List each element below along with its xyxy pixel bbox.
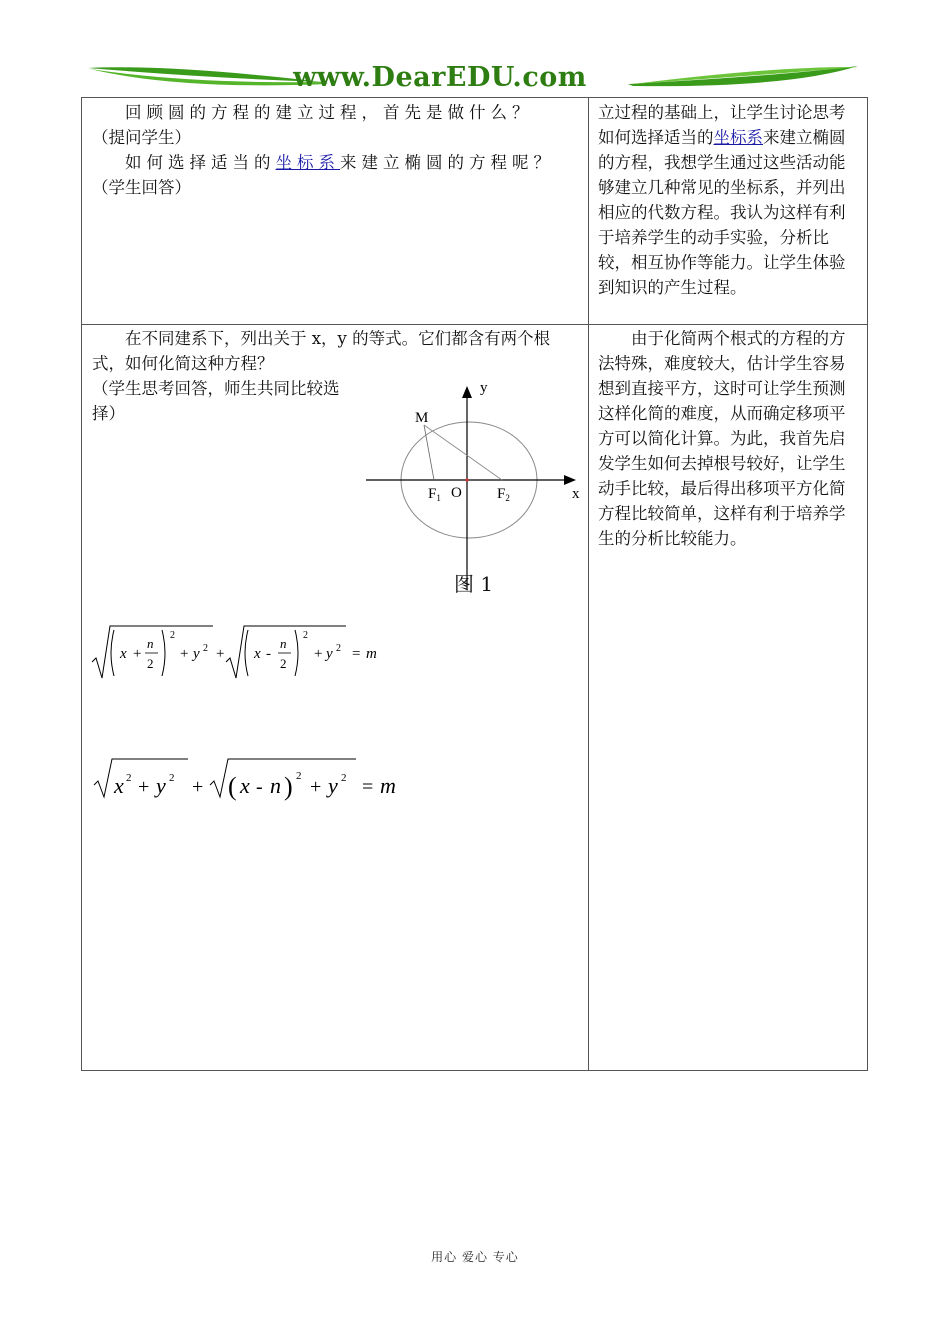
coordinate-system-link-2[interactable]: 坐标系 — [713, 128, 763, 147]
svg-text:2: 2 — [203, 643, 208, 654]
svg-text:m: m — [380, 773, 396, 798]
svg-text:-: - — [256, 776, 263, 798]
svg-text:2: 2 — [341, 772, 347, 784]
svg-text:y: y — [326, 646, 333, 662]
svg-text:n: n — [270, 773, 281, 798]
coordinate-question: 如何选择适当的坐标系来建立椭圆的方程呢？ — [125, 153, 555, 172]
row1-left-cell — [92, 100, 580, 200]
svg-text:=: = — [352, 646, 361, 662]
row1-right-cell: 立过程的基础上，让学生讨论思考如何选择适当的坐标系来建立椭圆的方程，我想学生通过这些活动能够建立几种常见的坐标系，并列出相应的代数方程。我认为这样有利于培养学生的动手实验，分析比较，相互协作等能力。让学生体验到知识的产生过程。 — [598, 103, 846, 297]
svg-text:y: y — [328, 773, 338, 798]
svg-text:2: 2 — [147, 656, 154, 671]
formula-1-graphic — [88, 618, 408, 688]
site-brand-logo: www.DearEDU.com — [293, 62, 587, 93]
formula-origin-focus — [88, 753, 428, 817]
ellipse-diagram — [364, 380, 589, 600]
svg-text:x: x — [240, 773, 250, 798]
row-divider — [82, 324, 867, 325]
ellipse-figure — [364, 380, 589, 600]
review-question: 回顾圆的方程的建立过程，首先是做什么？ — [125, 103, 534, 122]
focus-f2-label: $F_2$ — [497, 486, 510, 503]
formula-centered-foci — [88, 618, 408, 692]
svg-text:2: 2 — [336, 643, 341, 654]
point-m-label: M — [415, 410, 429, 426]
svg-text:x: x — [114, 773, 124, 798]
svg-text:-: - — [266, 646, 271, 662]
svg-text:+: + — [192, 776, 204, 798]
formula-2-graphic — [88, 753, 428, 813]
svg-text:2: 2 — [303, 630, 308, 641]
svg-text:+: + — [216, 646, 225, 662]
svg-text:2: 2 — [280, 656, 287, 671]
svg-text:2: 2 — [126, 772, 132, 784]
svg-text:+: + — [314, 646, 323, 662]
svg-text:y: y — [156, 773, 166, 798]
focus-f1-label: $F_1$ — [428, 486, 441, 503]
svg-text:): ) — [284, 772, 293, 801]
svg-text:n: n — [280, 636, 287, 651]
svg-text:+: + — [138, 776, 150, 798]
svg-text:x: x — [120, 646, 127, 662]
lesson-table — [81, 97, 868, 1071]
x-axis-label: x — [572, 486, 580, 502]
svg-text:+: + — [133, 646, 142, 662]
equation-question: 在不同建系下，列出关于 x，y 的等式。它们都含有两个根式，如何化简这种方程？ — [92, 329, 551, 373]
svg-text:n: n — [147, 636, 154, 651]
svg-text:=: = — [362, 776, 374, 798]
student-think-note: （学生思考回答，师生共同比较选择） — [92, 379, 340, 423]
row2-right-cell — [598, 326, 860, 551]
svg-text:(: ( — [228, 772, 237, 801]
svg-text:2: 2 — [296, 770, 302, 782]
svg-text:2: 2 — [170, 630, 175, 641]
student-answer-note: （学生回答） — [92, 178, 191, 197]
svg-text:y: y — [193, 646, 200, 662]
page-footer: 用心 爱心 专心 — [431, 1250, 519, 1264]
coordinate-system-link[interactable]: 坐标系 — [275, 153, 340, 172]
svg-text:m: m — [366, 646, 377, 662]
ask-students-note: （提问学生） — [92, 128, 191, 147]
origin-label: O — [451, 485, 462, 501]
teaching-rationale: 由于化简两个根式的方程的方法特殊，难度较大，估计学生容易想到直接平方，这时可让学生预测这样化简的难度，从而确定移项平方可以简化计算。为此，我首先启发学生如何去掉根号较好，让学生动手比较，最后得出移项平方化简方程比较简单，这样有利于培养学生的分析比较能力。 — [598, 329, 846, 548]
svg-text:2: 2 — [169, 772, 175, 784]
figure-caption: 图 1 — [454, 572, 494, 596]
y-axis-label: y — [480, 380, 488, 396]
svg-text:x: x — [254, 646, 261, 662]
svg-text:+: + — [310, 776, 322, 798]
svg-text:+: + — [180, 646, 189, 662]
